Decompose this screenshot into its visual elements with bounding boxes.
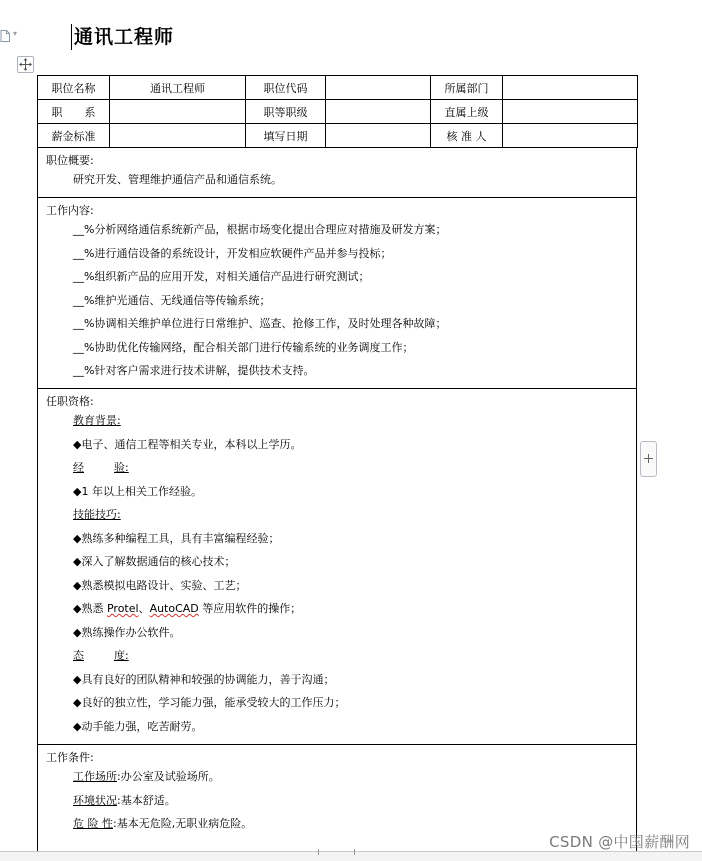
subheading-text: 度:	[114, 649, 129, 662]
skill-item: ◆熟练多种编程工具，具有丰富编程经验；	[73, 531, 280, 545]
value-job-family[interactable]	[110, 100, 246, 124]
subheading-attitude	[46, 644, 628, 668]
subheading-education	[46, 409, 628, 433]
work-item: __%进行通信设备的系统设计，开发相应软硬件产品并参与投标；	[73, 246, 392, 260]
label-supervisor: 直属上级	[431, 100, 503, 124]
experience-item: ◆1 年以上相关工作经验。	[73, 484, 202, 498]
plus-icon	[644, 454, 653, 463]
work-item: __%分析网络通信系统新产品，根据市场变化提出合理应对措施及研发方案；	[73, 223, 447, 236]
work-item: __%组织新产品的应用开发，对相关通信产品进行研究测试；	[73, 270, 370, 283]
condition-value: :办公室及试验场所。	[117, 770, 220, 783]
subheading-text: 经	[73, 461, 84, 474]
skill-item: ◆深入了解数据通信的核心技术；	[73, 555, 236, 568]
condition-value: :基本无危险,无职业病危险。	[113, 817, 253, 830]
header-row	[38, 124, 638, 148]
section-overview	[37, 148, 637, 198]
label-position-name: 职位名称	[38, 76, 110, 100]
value-fill-date[interactable]	[326, 124, 431, 148]
document-icon	[0, 30, 10, 42]
section-title: 职位概要:	[46, 154, 94, 167]
text-fragment: 、	[138, 602, 150, 615]
move-icon	[18, 57, 33, 72]
section-work	[37, 198, 637, 389]
label-fill-date: 填写日期	[246, 124, 326, 148]
overview-text: 研究开发、管理维护通信产品和通信系统。	[73, 173, 282, 186]
skill-item: ◆熟悉模拟电路设计、实验、工艺；	[73, 578, 247, 592]
dropdown-caret-icon[interactable]: ▾	[13, 29, 18, 38]
subheading-text: 验:	[114, 461, 129, 474]
work-item: __%维护光通信、无线通信等传输系统；	[73, 293, 271, 307]
attitude-item: ◆动手能力强，吃苦耐劳。	[73, 719, 203, 733]
value-department[interactable]	[503, 76, 638, 100]
condition-row	[46, 789, 628, 813]
skill-item: ◆熟练操作办公软件。	[73, 625, 181, 639]
condition-value: :基本舒适。	[117, 793, 176, 807]
attitude-item: ◆良好的独立性，学习能力强，能承受较大的工作压力；	[73, 696, 346, 709]
spellcheck-word: Protel	[106, 602, 139, 615]
header-table	[37, 75, 638, 148]
label-department: 所属部门	[431, 76, 503, 100]
label-salary: 薪金标准	[38, 124, 110, 148]
subheading-text: 教育背景:	[73, 414, 121, 427]
value-position-name[interactable]: 通讯工程师	[110, 76, 246, 100]
condition-row	[46, 765, 628, 789]
subheading-experience	[46, 456, 628, 480]
condition-row	[46, 812, 628, 836]
ruler-tick	[354, 849, 355, 855]
subheading-text: 态	[73, 649, 84, 662]
section-conditions	[37, 745, 637, 851]
section-title: 工作条件:	[46, 751, 94, 764]
ruler-tick	[318, 849, 319, 855]
value-position-code[interactable]	[326, 76, 431, 100]
value-approver[interactable]	[503, 124, 638, 148]
condition-label: 危 险 性	[73, 817, 113, 830]
header-row	[38, 76, 638, 100]
condition-label: 环境状况	[73, 793, 117, 807]
table-move-handle[interactable]	[17, 56, 34, 73]
subheading-skills	[46, 503, 628, 527]
subheading-text: 技能技巧:	[73, 508, 121, 521]
add-row-button[interactable]	[640, 441, 657, 477]
section-qualifications	[37, 389, 637, 745]
skill-item-software	[46, 597, 628, 621]
label-position-code: 职位代码	[246, 76, 326, 100]
work-item: __%协助优化传输网络，配合相关部门进行传输系统的业务调度工作；	[73, 340, 414, 354]
value-grade[interactable]	[326, 100, 431, 124]
spellcheck-word: AutoCAD	[149, 602, 199, 615]
text-fragment: 等应用软件的操作；	[198, 602, 302, 615]
condition-label: 工作场所	[73, 770, 117, 783]
section-title: 工作内容:	[46, 204, 94, 217]
work-item: __%针对客户需求进行技术讲解，提供技术支持。	[73, 364, 315, 377]
work-item: __%协调相关维护单位进行日常维护、巡查、抢修工作，及时处理各种故障；	[73, 317, 447, 330]
section-title: 任职资格:	[46, 395, 94, 408]
header-row	[38, 100, 638, 124]
value-salary[interactable]	[110, 124, 246, 148]
label-job-family: 职 系	[38, 100, 110, 124]
text-fragment: ◆熟悉	[73, 602, 107, 615]
education-item: ◆电子、通信工程等相关专业，本科以上学历。	[73, 437, 302, 451]
value-supervisor[interactable]	[503, 100, 638, 124]
label-approver: 核 准 人	[431, 124, 503, 148]
job-description-table	[37, 75, 637, 851]
label-grade: 职等职级	[246, 100, 326, 124]
page-title: 通讯工程师	[71, 24, 174, 50]
watermark: CSDN @中国薪酬网	[549, 833, 690, 851]
attitude-item: ◆具有良好的团队精神和较强的协调能力，善于沟通；	[73, 672, 335, 686]
